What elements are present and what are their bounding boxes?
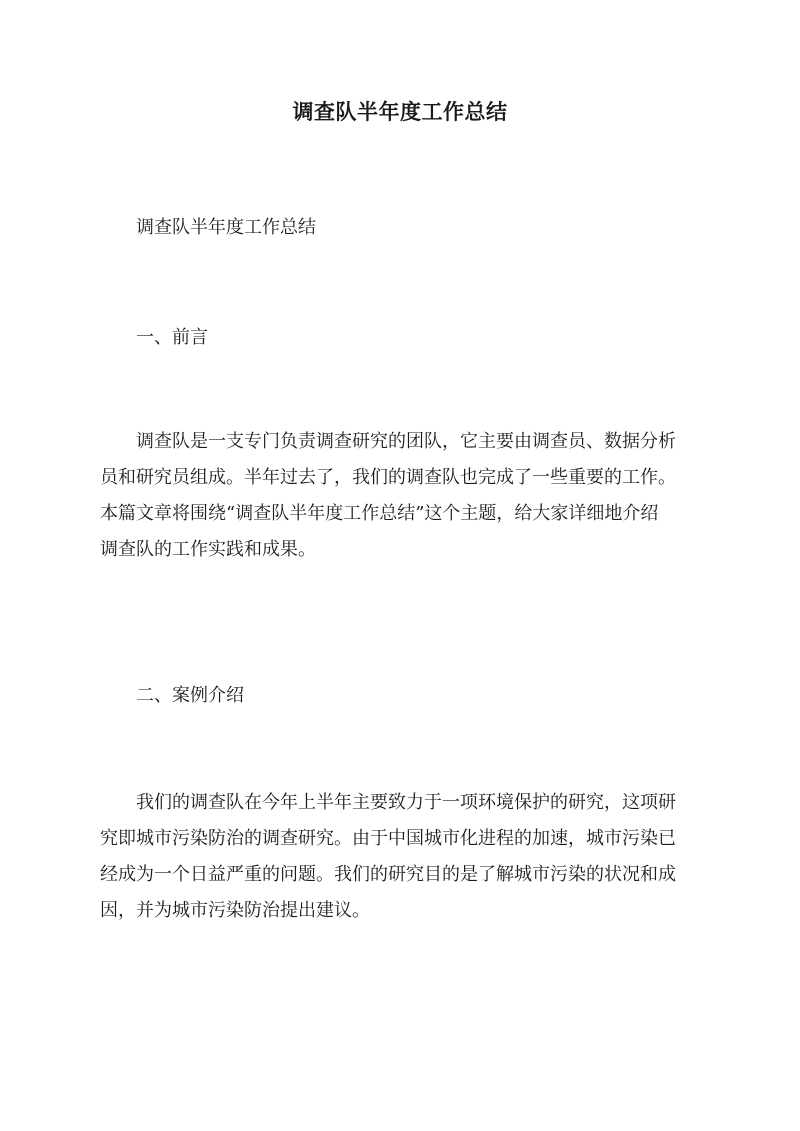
paragraph-line: 我们的调查队在今年上半年主要致力于一项环境保护的研究，这项研 [136, 792, 676, 813]
paragraph-line: 因，并为城市污染防治提出建议。 [100, 900, 370, 921]
paragraph-line: 经成为一个日益严重的问题。我们的研究目的是了解城市污染的状况和成 [100, 864, 676, 885]
document-subtitle: 调查队半年度工作总结 [136, 217, 316, 238]
paragraph-line: 员和研究员组成。半年过去了，我们的调查队也完成了一些重要的工作。 [100, 467, 676, 488]
paragraph-line: 调查队是一支专门负责调查研究的团队，它主要由调查员、数据分析 [136, 431, 676, 452]
section-paragraph-case [100, 785, 700, 929]
section-heading-preface: 一、前言 [136, 327, 208, 348]
section-paragraph-preface [100, 424, 700, 568]
paragraph-line: 调查队的工作实践和成果。 [100, 539, 316, 560]
section-heading-case: 二、案例介绍 [136, 685, 244, 706]
paragraph-line: 本篇文章将围绕“调查队半年度工作总结”这个主题，给大家详细地介绍 [100, 503, 659, 524]
document-title: 调查队半年度工作总结 [292, 99, 508, 124]
paragraph-line: 究即城市污染防治的调查研究。由于中国城市化进程的加速，城市污染已 [100, 828, 676, 849]
